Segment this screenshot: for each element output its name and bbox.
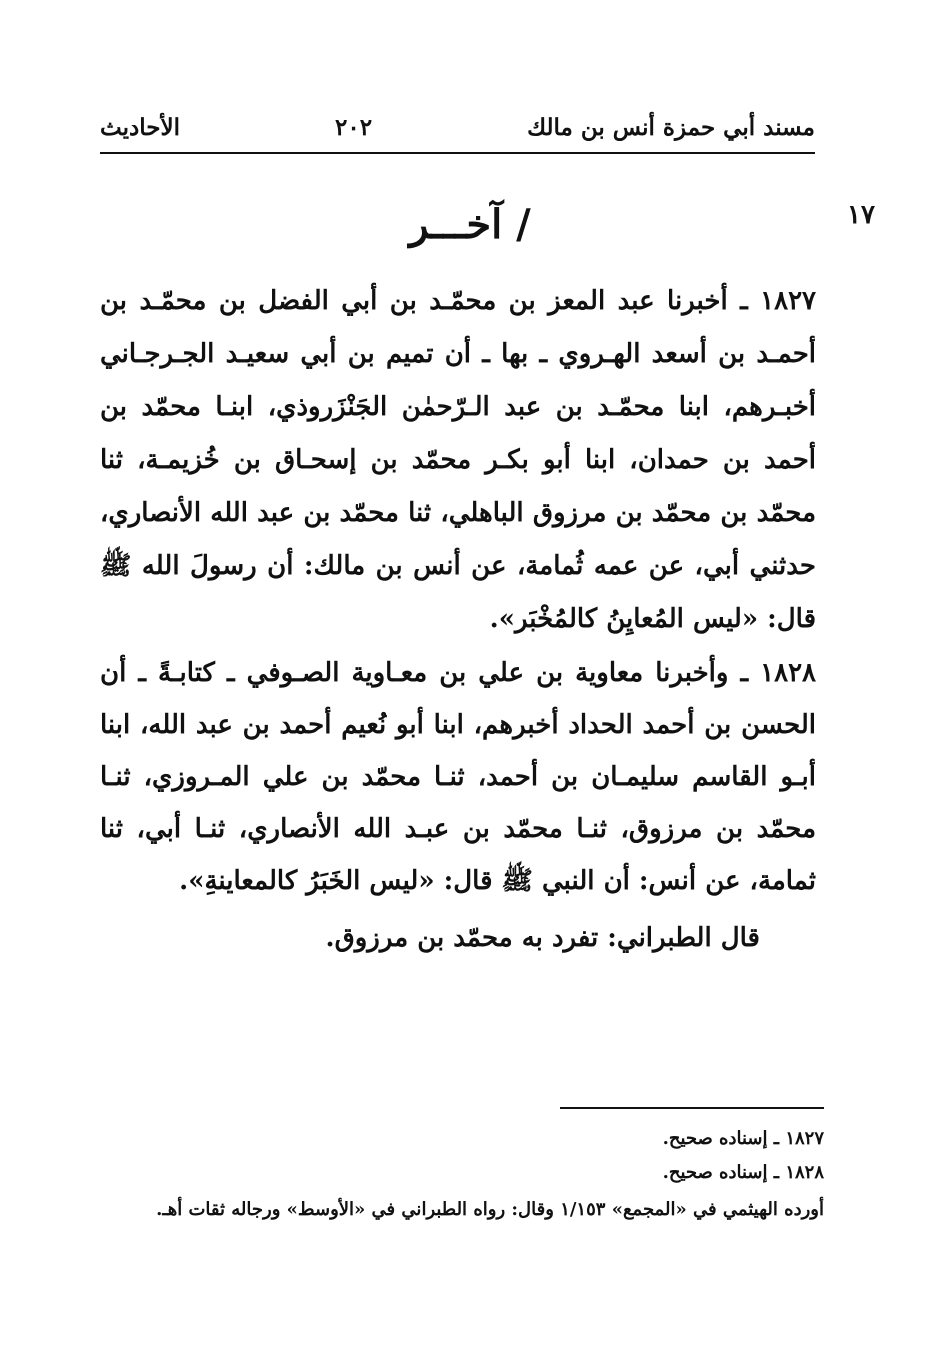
footnote-1827 [100,1122,824,1156]
footnote-number: ١٨٢٧ [785,1128,824,1149]
footnote-text: ـ إسناده صحيح. [662,1128,780,1149]
footnote-text: ـ إسناده صحيح. [662,1162,780,1183]
footnote-1828 [100,1156,824,1190]
footnote-number: ١٨٢٨ [785,1162,824,1183]
hadith-1827 [100,275,816,646]
hadith-text: ـ أخبرنا عبد المعز بن محمّـد بن أبي الفضل بن محمّـد بن أحمـد بن أسعد الهـروي ـ بها ـ أن تميم بن أبي سعيـد الجـرجـاني أخبـرهم، ابنا محمّـد بن عبد الـرّحمٰن الجَنْزَروذي، ابنـا محمّد بن أحمد بن حمدان، ابنا أبو بكـر محمّد بن إسحـاق بن خُزيمـة، ثنا محمّد بن محمّد بن مرزوق الباهلي، ثنا محمّد بن عبد الله الأنصاري، حدثني أبي، عن عمه ثُمامة، عن أنس بن مالك: أن رسولَ الله ﷺ قال: «ليس المُعايِنُ كالمُخْبَر». [100,286,816,634]
running-header [100,106,815,154]
header-section-title: الأحاديث [100,113,180,141]
footnote-1828-continuation: أورده الهيثمي في «المجمع» ١/١٥٣ وقال: رواه الطبراني في «الأوسط» ورجاله ثقات أهـ. [156,1199,824,1220]
section-heading: / آخـــر [409,201,531,248]
header-book-title: مسند أبي حمزة أنس بن مالك [527,113,815,141]
footnote-divider [560,1107,824,1109]
margin-folio-note: ١٧ [847,200,875,230]
hadith-text: ـ وأخبرنا معاوية بن علي بن معـاوية الصـوفي ـ كتابـةً ـ أن الحسن بن أحمد الحداد أخبرهم، ابنا أبو نُعيم أحمد بن عبد الله، ابنا أبـو القاسم سليمـان بن أحمد، ثنـا محمّد بن علي المـروزي، ثنـا محمّد بن مرزوق، ثنـا محمّد بن عبـد الله الأنصاري، ثنـا أبي، ثنا ثمامة، عن أنس: أن النبي ﷺ قال: «ليس الخَبَرُ كالمعاينةِ». [100,658,816,896]
page-number: ٢٠٢ [335,113,373,141]
hadith-1828 [100,647,816,907]
hadith-number: ١٨٢٨ [760,658,816,688]
tabarani-remark: قال الطبراني: تفرد به محمّد بن مرزوق. [325,923,760,953]
hadith-number: ١٨٢٧ [760,286,816,316]
footnotes [100,1122,824,1225]
